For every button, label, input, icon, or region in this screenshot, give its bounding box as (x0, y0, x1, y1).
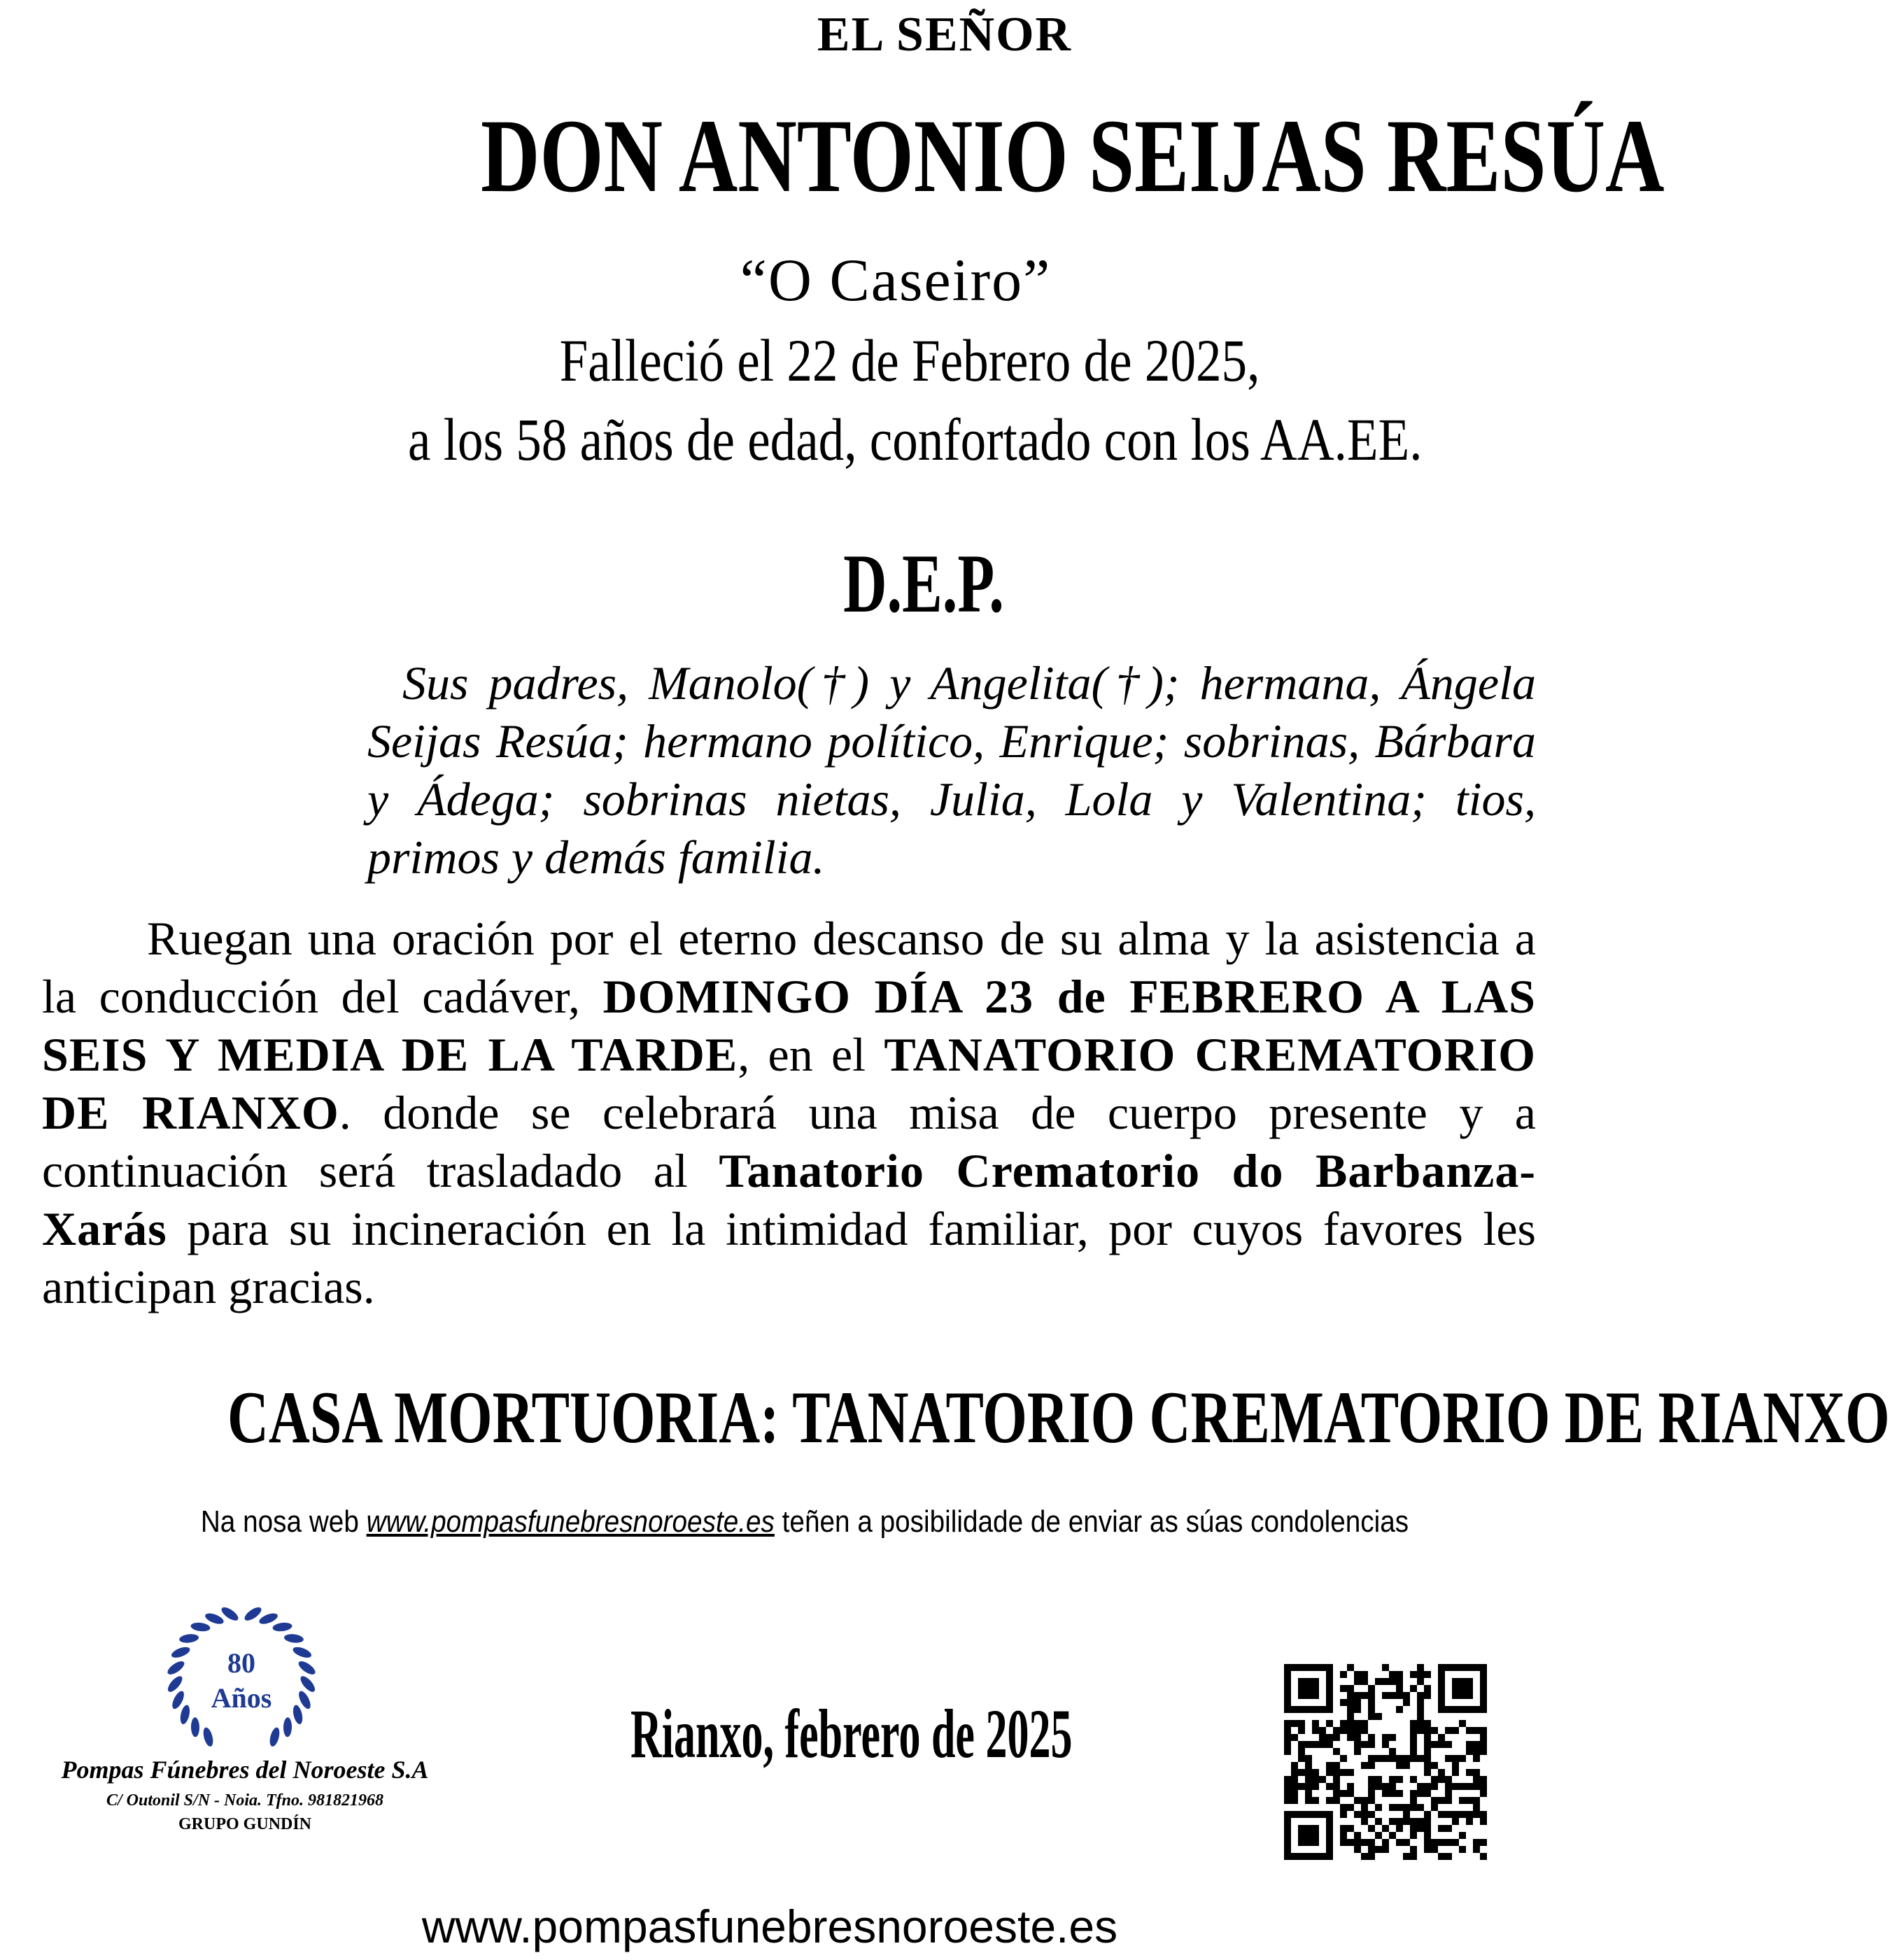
footer-website-link[interactable]: www.pompasfunebresnoroeste.es (421, 1901, 1118, 1952)
funeral-home: CASA MORTUORIA: TANATORIO CREMATORIO DE RIANXO (227, 1376, 1890, 1458)
death-date: Falleció el 22 de Febrero de 2025, (559, 327, 1260, 394)
laurel-leaf (204, 1612, 225, 1626)
crematorium-name: Tanatorio Crematorio do Barbanza- Xarás (42, 1144, 1536, 1255)
logo-years-word: Años (211, 1682, 272, 1714)
company-address: C/ Outonil S/N - Noia. Tfno. 981821968 (106, 1791, 384, 1810)
logo-years-number: 80 (227, 1647, 255, 1679)
laurel-leaf (283, 1633, 304, 1644)
laurel-leaf (178, 1704, 191, 1725)
funeral-request (42, 910, 1536, 1316)
laurel-leaf (268, 1726, 281, 1747)
deceased-nickname: “O Caseiro” (740, 246, 1052, 313)
laurel-leaf (165, 1659, 186, 1677)
laurel-leaf (258, 1612, 278, 1626)
laurel-leaf (292, 1704, 304, 1725)
request-text-2: , en el (738, 1028, 884, 1081)
qr-code-icon[interactable] (1284, 1664, 1487, 1860)
laurel-leaf (297, 1659, 318, 1677)
web-note-prefix: Na nosa web (200, 1504, 367, 1539)
company-group: GRUPO GUNDÍN (178, 1815, 311, 1833)
laurel-leaf (202, 1726, 215, 1747)
condolences-link[interactable]: www.pompasfunebresnoroeste.es (366, 1504, 775, 1539)
laurel-leaf (191, 1717, 199, 1737)
laurel-leaf (292, 1645, 313, 1660)
company-name: Pompas Fúnebres del Noroeste S.A (61, 1756, 429, 1784)
rest-in-peace: D.E.P. (843, 537, 1004, 630)
funeral-place: TANATORIO CREMATORIO DE RIANXO (42, 1028, 1536, 1139)
place-and-date: Rianxo, febrero de 2025 (630, 1695, 1073, 1772)
deceased-name: DON ANTONIO SEIJAS RESÚA (481, 98, 1665, 214)
laurel-leaf (272, 1621, 292, 1632)
request-text-3: . donde se celebrará una misa de cuerpo presente y a continuación será trasladado al (42, 1086, 1536, 1197)
death-age: a los 58 años de edad, confortado con los AA.EE. (408, 406, 1423, 473)
laurel-leaf (178, 1633, 199, 1644)
laurel-leaf (190, 1621, 211, 1632)
family-list: Sus padres, Manolo(†) y Angelita(†); hermana, Ángela Seijas Resúa; hermano político, Enrique; sobrinas, Bárbara y Ádega; sobrinas nietas, Julia, Lola y Valentina; tios, primos y demás familia. (367, 656, 1536, 884)
funeral-date-time: DOMINGO DÍA 23 de FEBRERO A LAS SEIS Y MEDIA DE LA TARDE (42, 970, 1536, 1081)
announcement-heading: EL SEÑOR (817, 8, 1073, 62)
web-condolences-note (189, 1504, 1420, 1539)
laurel-leaf (170, 1645, 191, 1660)
web-note-suffix: teñen a posibilidade de enviar as súas condolencias (774, 1504, 1409, 1539)
request-text-4: para su incineración en la intimidad familiar, por cuyos favores les anticipan gracias. (42, 1202, 1536, 1313)
request-text-1: Ruegan una oración por el eterno descanso de su alma y la asistencia a la conducción del cadáver, (42, 912, 1536, 1023)
laurel-leaf (283, 1717, 292, 1737)
